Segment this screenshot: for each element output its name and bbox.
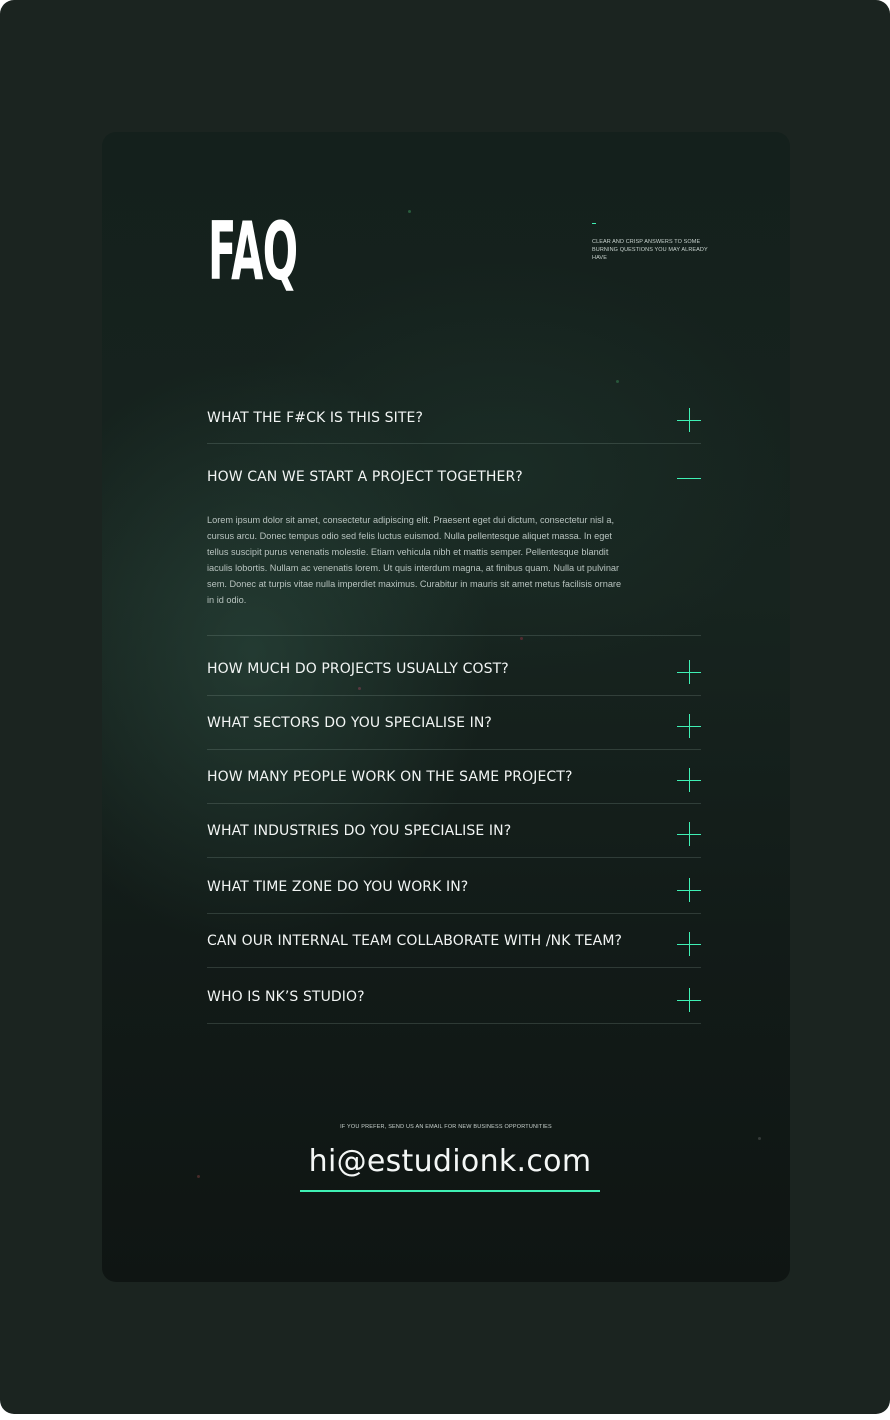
email-link[interactable]: hi@estudionk.com [300,1142,600,1192]
faq-question: HOW CAN WE START A PROJECT TOGETHER? [207,469,523,485]
faq-item[interactable] [207,636,701,696]
tagline: CLEAR AND CRISP ANSWERS TO SOME BURNING QUESTIONS YOU MAY ALREADY HAVE [592,239,708,261]
plus-icon[interactable] [677,822,701,846]
page-title: FAQ [208,205,298,298]
faq-item-expanded[interactable] [207,444,701,636]
minus-icon[interactable] [677,466,701,490]
plus-icon[interactable] [677,988,701,1012]
plus-icon[interactable] [677,878,701,902]
plus-icon[interactable] [677,714,701,738]
plus-icon[interactable] [677,408,701,432]
light-speck [758,1137,761,1140]
faq-question: WHAT SECTORS DO YOU SPECIALISE IN? [207,715,492,731]
faq-question: WHO IS NK’S STUDIO? [207,989,365,1005]
faq-question: HOW MANY PEOPLE WORK ON THE SAME PROJECT? [207,769,573,785]
email-prompt: IF YOU PREFER, SEND US AN EMAIL FOR NEW BUSINESS OPPORTUNITIES [340,1124,552,1130]
faq-panel [102,132,790,1282]
tagline-dash [592,223,596,224]
faq-question: HOW MUCH DO PROJECTS USUALLY COST? [207,661,509,677]
light-speck [197,1175,200,1178]
faq-item[interactable] [207,750,701,804]
faq-item[interactable] [207,858,701,914]
plus-icon[interactable] [677,768,701,792]
faq-item[interactable] [207,696,701,750]
faq-item[interactable] [207,968,701,1024]
faq-item[interactable] [207,914,701,968]
faq-item[interactable] [207,804,701,858]
faq-answer: Lorem ipsum dolor sit amet, consectetur adipiscing elit. Praesent eget dui dictum, consectetur nisl a, cursus arcu. Donec tempus odio sed felis luctus euismod. Nulla pellentesque aliquet massa. In eget tellus suscipit purus venenatis molestie. Etiam vehicula nibh et mattis semper. Pellentesque blandit iaculis lobortis. Nullam ac venenatis lorem. Ut quis interdum magna, at finibus quam. Nulla ut pulvinar sem. Donec at turpis vitae nulla imperdiet maximus. Curabitur in mauris sit amet metus facilisis ornare in id odio. [207,515,622,605]
faq-question: WHAT THE F#CK IS THIS SITE? [207,410,423,426]
plus-icon[interactable] [677,660,701,684]
plus-icon[interactable] [677,932,701,956]
faq-question: WHAT INDUSTRIES DO YOU SPECIALISE IN? [207,823,512,839]
light-speck [408,210,411,213]
faq-question: WHAT TIME ZONE DO YOU WORK IN? [207,879,469,895]
faq-list [207,388,701,1024]
light-speck [616,380,619,383]
faq-item[interactable] [207,388,701,444]
faq-question: CAN OUR INTERNAL TEAM COLLABORATE WITH /NK TEAM? [207,933,623,949]
